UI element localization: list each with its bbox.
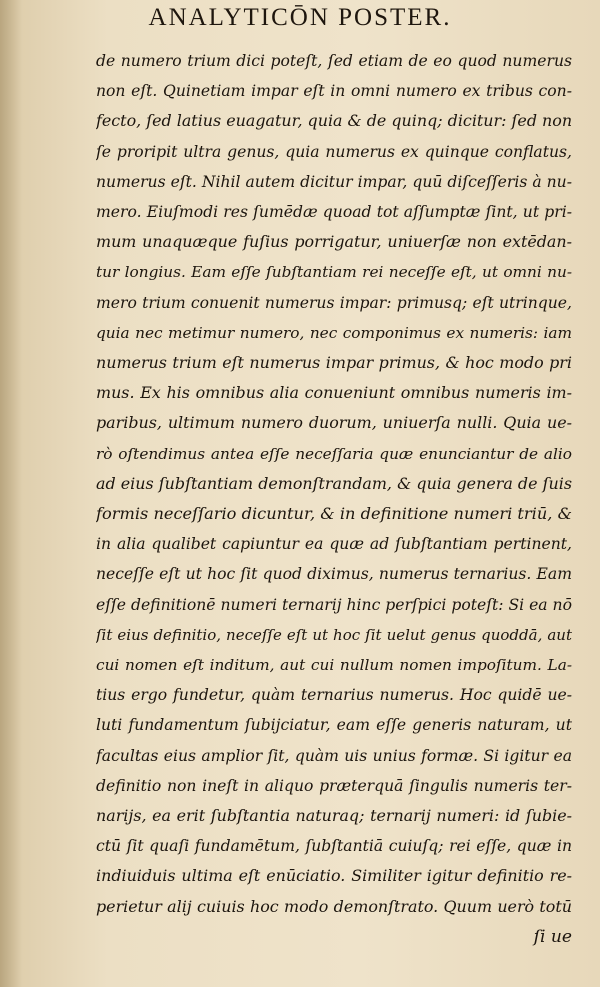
text-line: mus. Ex his omnibus alia conueniunt omnibus numeris im- [96, 383, 572, 403]
text-line: numerus trium eſt numerus impar primus, & hoc modo pri [96, 353, 572, 373]
text-line: indiuiduis ultima eſt enūciatio. Similiter igitur definitio re- [96, 866, 572, 886]
text-line: in alia qualibet capiuntur ea quæ ad ſubſtantiam pertinent, [96, 535, 572, 554]
text-line: cui nomen eſt inditum, aut cui nullum nomen impoſitum. La- [96, 656, 572, 675]
text-line: non eſt. Quinetiam impar eſt in omni numero ex tribus con- [96, 82, 572, 101]
text-line: formis neceſſario dicuntur, & in definitione numeri triū, & [96, 504, 572, 524]
text-line: mum unaquæque fuſius porrigatur, uniuerſæ non extēdan- [96, 232, 572, 252]
text-line: perietur alij cuiuis hoc modo demonſtrato. Quum uerò totū [96, 896, 572, 916]
text-line: luti fundamentum ſubijciatur, eam eſſe generis naturam, ut [96, 716, 572, 735]
text-line: numerus eſt. Nihil autem dicitur impar, quū diſceſſeris à nu- [96, 172, 572, 191]
body-text [96, 46, 572, 952]
text-line: fecto, ſed latius euagatur, quia & de quinq; dicitur: ſed non [96, 111, 572, 131]
text-line: rò oſtendimus antea eſſe neceſſaria quæ enunciantur de alio [96, 444, 572, 463]
text-line: paribus, ultimum numero duorum, uniuerſa nulli. Quia ue- [96, 413, 572, 433]
text-line: ad eius ſubſtantiam demonſtrandam, & quia genera de ſuis [96, 473, 572, 493]
text-line: facultas eius amplior ſit, quàm uis unius formæ. Si igitur ea [96, 746, 572, 765]
text-line: tur longius. Eam eſſe ſubſtantiam rei neceſſe eſt, ut omni nu- [96, 263, 572, 282]
text-line: definitio non ineſt in aliquo præterquā ſingulis numeris ter- [96, 776, 572, 795]
text-line: ſe proripit ultra genus, quia numerus ex quinque conflatus, [96, 142, 572, 161]
text-line: mero. Eiuſmodi res ſumēdæ quoad tot aſſumptæ ſint, ut pri- [96, 203, 572, 222]
text-line: quia nec metimur numero, nec componimus ex numeris: iam [96, 323, 572, 342]
catchword: ſi ue [533, 926, 572, 947]
text-line: ctū ſit quaſi fundamētum, ſubſtantiā cuiuſq; rei eſſe, quæ in [96, 837, 572, 856]
text-line: neceſſe eſt ut hoc ſit quod diximus, numerus ternarius. Eam [96, 565, 572, 584]
text-line: tius ergo fundetur, quàm ternarius numerus. Hoc quidē ue- [96, 686, 572, 705]
page-gutter-shadow [0, 0, 22, 987]
text-line: mero trium conuenit numerus impar: primusq; eſt utrinque, [96, 293, 572, 312]
running-head: ANALYTICŌN POSTER. [148, 4, 452, 31]
text-line: eſſe definitionē numeri ternarij hinc perſpici poteſt: Si ea nō [96, 595, 572, 614]
text-line: de numero trium dici poteſt, ſed etiam de eo quod numerus [96, 52, 572, 70]
text-line: narijs, ea erit ſubſtantia naturaq; ternarij numeri: id ſubie- [96, 806, 572, 826]
text-line: ſit eius definitio, neceſſe eſt ut hoc ſit uelut genus quoddā, aut [96, 625, 572, 644]
